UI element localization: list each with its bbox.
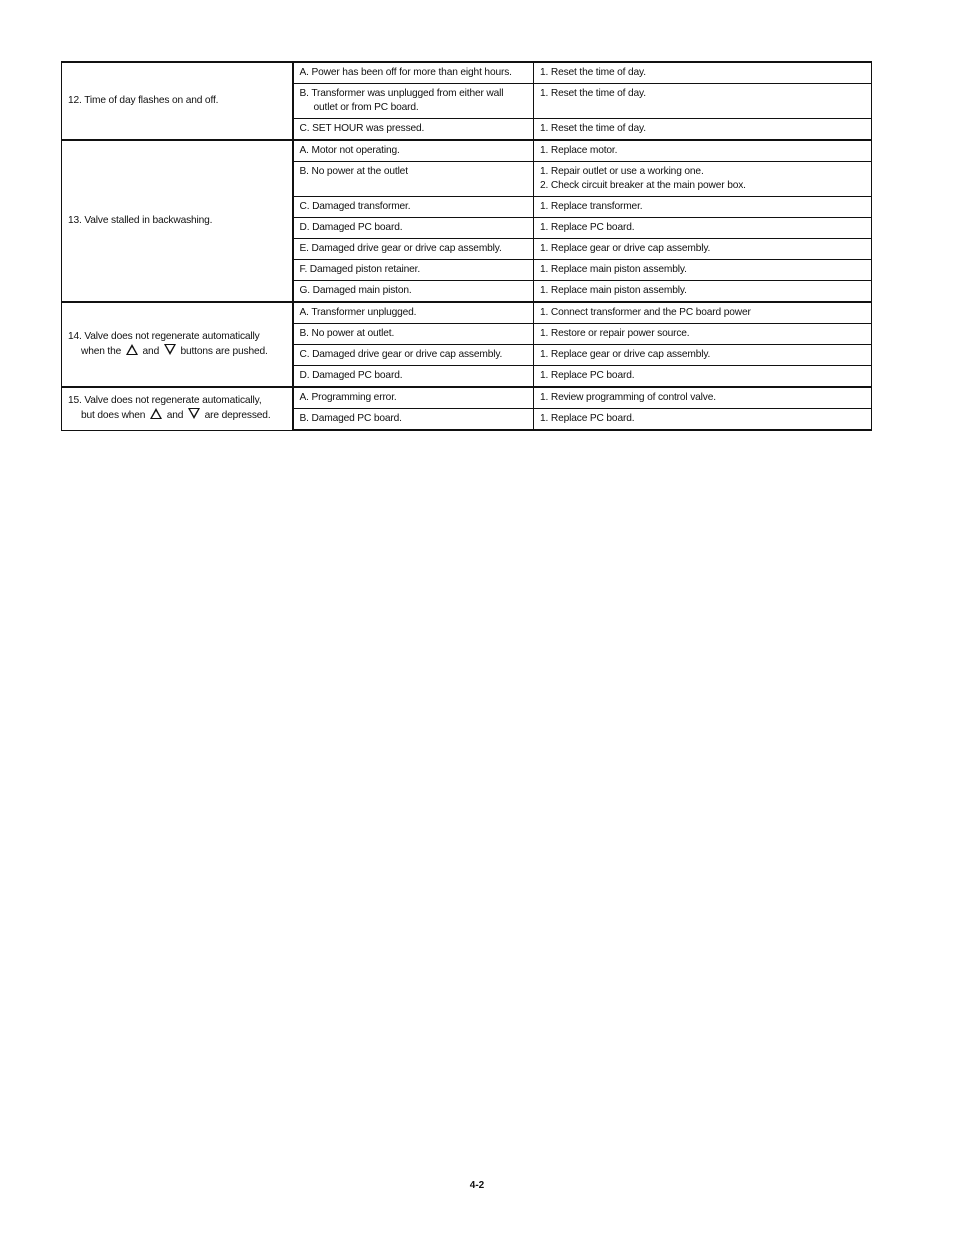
correction-cell: 1. Replace gear or drive cap assembly.	[534, 345, 872, 366]
correction-cell: 1. Connect transformer and the PC board power	[534, 302, 872, 324]
cause-cell: D. Damaged PC board.	[293, 218, 534, 239]
correction-cell: 1. Reset the time of day.	[534, 62, 872, 84]
cause-cell: B. Transformer was unplugged from either wall outlet or from PC board.	[293, 84, 534, 119]
correction-cell: 1. Replace main piston assembly.	[534, 281, 872, 303]
cause-cell: F. Damaged piston retainer.	[293, 260, 534, 281]
down-triangle-icon	[164, 344, 176, 355]
correction-cell: 1. Replace motor.	[534, 140, 872, 162]
troubleshooting-table	[61, 61, 872, 431]
problem-cell: 14. Valve does not regenerate automatically when the and buttons are pushed.	[62, 302, 293, 387]
correction-cell: 1. Replace gear or drive cap assembly.	[534, 239, 872, 260]
correction-cell: 1. Replace PC board.	[534, 366, 872, 388]
correction-cell: 1. Replace PC board.	[534, 409, 872, 431]
cause-cell: C. SET HOUR was pressed.	[293, 119, 534, 141]
up-triangle-icon	[150, 408, 162, 419]
down-triangle-icon	[188, 408, 200, 419]
cause-cell: E. Damaged drive gear or drive cap assembly.	[293, 239, 534, 260]
correction-cell: 1. Replace transformer.	[534, 197, 872, 218]
table-row	[62, 302, 872, 324]
problem-cell: 12. Time of day flashes on and off.	[62, 62, 293, 140]
cause-cell: A. Transformer unplugged.	[293, 302, 534, 324]
problem-cell: 15. Valve does not regenerate automatically, but does when and are depressed.	[62, 387, 293, 430]
correction-cell: 1. Replace PC board.	[534, 218, 872, 239]
correction-cell: 1. Reset the time of day.	[534, 119, 872, 141]
correction-cell: 1. Review programming of control valve.	[534, 387, 872, 409]
cause-cell: B. Damaged PC board.	[293, 409, 534, 431]
correction-cell: 1. Repair outlet or use a working one. 2. Check circuit breaker at the main power box.	[534, 162, 872, 197]
correction-cell: 1. Replace main piston assembly.	[534, 260, 872, 281]
up-triangle-icon	[126, 344, 138, 355]
page-number: 4-2	[469, 1180, 485, 1191]
correction-cell: 1. Restore or repair power source.	[534, 324, 872, 345]
table-row	[62, 387, 872, 409]
cause-cell: G. Damaged main piston.	[293, 281, 534, 303]
table-row	[62, 62, 872, 84]
cause-cell: C. Damaged drive gear or drive cap assembly.	[293, 345, 534, 366]
cause-cell: A. Power has been off for more than eight hours.	[293, 62, 534, 84]
cause-cell: B. No power at outlet.	[293, 324, 534, 345]
cause-cell: A. Motor not operating.	[293, 140, 534, 162]
correction-cell: 1. Reset the time of day.	[534, 84, 872, 119]
cause-cell: B. No power at the outlet	[293, 162, 534, 197]
cause-cell: C. Damaged transformer.	[293, 197, 534, 218]
cause-cell: A. Programming error.	[293, 387, 534, 409]
problem-cell: 13. Valve stalled in backwashing.	[62, 140, 293, 302]
cause-cell: D. Damaged PC board.	[293, 366, 534, 388]
table-row	[62, 140, 872, 162]
